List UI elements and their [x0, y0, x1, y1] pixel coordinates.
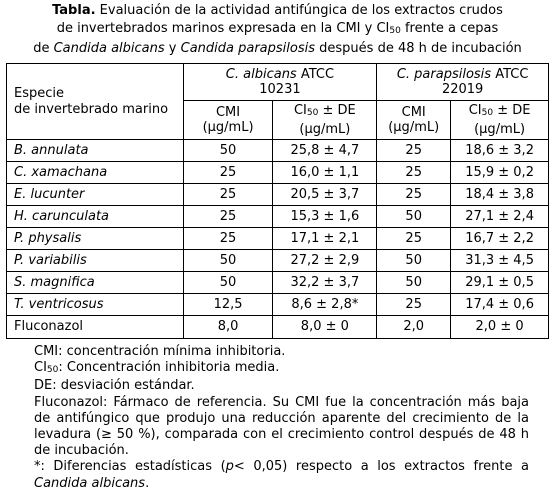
table-row-reference [7, 316, 549, 339]
ci-cell: 8,6 ± 2,8* [273, 294, 377, 316]
ci-label-2: CI [468, 103, 482, 118]
table-row [7, 140, 549, 162]
ci-cell: 16,7 ± 2,2 [451, 228, 549, 250]
cmi-unit-1: (μg/mL) [202, 120, 254, 135]
cmi-cell: 25 [183, 206, 273, 228]
caption-line-1 [0, 2, 555, 20]
ci-sub-1: 50 [306, 108, 319, 118]
note-fluconazol: Fluconazol: Fármaco de referencia. Su CMI fue la concentración más baja de antifúngico que produjo una reducción aparente del crecimiento de la levadura (≥ 50 %), comparada con el crecimiento control después de 48 h de incubación. [34, 394, 529, 459]
ci-cell: 27,1 ± 2,4 [451, 206, 549, 228]
ci-label-1: CI [293, 103, 307, 118]
table-caption [0, 2, 555, 58]
cmi-cell: 2,0 [377, 316, 451, 339]
ci-cell: 16,0 ± 1,1 [273, 162, 377, 184]
ci-cell: 8,0 ± 0 [273, 316, 377, 339]
table-row [7, 162, 549, 184]
table-row [7, 250, 549, 272]
note-star-p: p [225, 459, 234, 475]
caption-line-2 [0, 20, 555, 41]
species-header-line-1: Especie [14, 86, 64, 101]
note-star-species: Candida albicans [34, 475, 146, 491]
ci-cell: 32,2 ± 3,7 [273, 272, 377, 294]
cmi-unit-2: (μg/mL) [388, 120, 440, 135]
strain2-atcc: ATCC [491, 66, 529, 82]
note-star-end: . [145, 475, 150, 491]
note-ci [34, 360, 529, 378]
caption-text-3-mid: y [164, 41, 181, 56]
cmi-cell: 25 [377, 140, 451, 162]
strain2-name: C. parapsilosis [396, 66, 492, 82]
strain2-code: 22019 [441, 82, 484, 97]
ci-cell: 20,5 ± 3,7 [273, 184, 377, 206]
species-cell: H. carunculata [7, 206, 184, 228]
cmi-header-2 [377, 101, 451, 140]
caption-species-2: Candida parapsilosis [180, 41, 316, 56]
caption-text-3-pre: de [33, 41, 54, 56]
caption-label: Tabla. [52, 3, 96, 18]
strain1-atcc: ATCC [296, 66, 335, 82]
species-cell: C. xamachana [7, 162, 184, 184]
cmi-cell: 50 [183, 250, 273, 272]
species-cell: S. magnifica [7, 272, 184, 294]
ci-tail-2: ± DE [493, 103, 531, 118]
ci-cell: 2,0 ± 0 [451, 316, 549, 339]
ci-header-2 [451, 101, 549, 140]
note-star-mid: < 0,05) respecto a los extractos frente a [233, 459, 529, 475]
cmi-cell: 25 [183, 162, 273, 184]
cmi-cell: 25 [377, 228, 451, 250]
cmi-cell: 8,0 [183, 316, 273, 339]
note-ci-sub: 50 [46, 365, 59, 376]
species-cell: P. physalis [7, 228, 184, 250]
note-cmi: CMI: concentración mínima inhibitoria. [34, 344, 286, 359]
table-row [7, 294, 549, 316]
strain-header-parapsilosis [377, 64, 549, 101]
strain1-code: 10231 [259, 82, 301, 97]
ci-cell: 15,3 ± 1,6 [273, 206, 377, 228]
cmi-cell: 25 [377, 294, 451, 316]
cmi-cell: 50 [183, 272, 273, 294]
note-de: DE: desviación estándar. [34, 378, 195, 394]
ci-unit-2: (μg/mL) [474, 121, 526, 137]
caption-sub: 50 [389, 25, 401, 36]
cmi-cell: 25 [183, 228, 273, 250]
caption-species-1: Candida albicans [53, 41, 165, 56]
ci-cell: 17,1 ± 2,1 [273, 228, 377, 250]
ci-cell: 18,4 ± 3,8 [451, 184, 549, 206]
table-row [7, 184, 549, 206]
header-row-1 [7, 64, 549, 101]
species-cell: E. lucunter [7, 184, 184, 206]
note-ci-text: : Concentración inhibitoria media. [58, 360, 280, 376]
ci-cell: 29,1 ± 0,5 [451, 272, 549, 294]
cmi-cell: 25 [377, 162, 451, 184]
ci-cell: 18,6 ± 3,2 [451, 140, 549, 162]
caption-text-3-tail: después de 48 h de incubación [315, 41, 522, 56]
cmi-cell: 12,5 [183, 294, 273, 316]
ci-sub-2: 50 [481, 108, 494, 118]
note-ci-label: CI [34, 360, 47, 376]
caption-text-1: Evaluación de la actividad antifúngica de los extractos crudos [95, 3, 503, 18]
caption-line-3 [0, 40, 555, 58]
species-cell: P. variabilis [7, 250, 184, 272]
species-header [7, 64, 184, 140]
note-star-pre: *: Diferencias estadísticas ( [34, 459, 226, 475]
table-row [7, 272, 549, 294]
ci-tail-1: ± DE [318, 103, 356, 118]
ci-cell: 17,4 ± 0,6 [451, 294, 549, 316]
cmi-cell: 50 [377, 206, 451, 228]
cmi-cell: 50 [377, 250, 451, 272]
note-significance [34, 459, 529, 491]
ci-cell: 25,8 ± 4,7 [273, 140, 377, 162]
strain-header-albicans [183, 64, 377, 101]
caption-text-2-tail: frente a cepas [400, 20, 499, 36]
results-table [6, 63, 549, 339]
species-cell: B. annulata [7, 140, 184, 162]
cmi-cell: 50 [183, 140, 273, 162]
cmi-cell: 50 [377, 272, 451, 294]
species-cell: T. ventricosus [7, 294, 184, 316]
table-row [7, 206, 549, 228]
ci-cell: 27,2 ± 2,9 [273, 250, 377, 272]
caption-text-2: de invertebrados marinos expresada en la CMI y CI [56, 20, 390, 36]
ci-cell: 31,3 ± 4,5 [451, 250, 549, 272]
table-footnotes [34, 344, 529, 492]
strain1-name: C. albicans [225, 66, 297, 82]
cmi-label-2: CMI [401, 104, 426, 120]
ci-unit-1: (μg/mL) [299, 121, 351, 137]
species-header-line-2: de invertebrado marino [14, 101, 169, 117]
cmi-header-1 [183, 101, 273, 140]
species-cell: Fluconazol [7, 316, 184, 339]
cmi-cell: 25 [377, 184, 451, 206]
ci-cell: 15,9 ± 0,2 [451, 162, 549, 184]
cmi-cell: 25 [183, 184, 273, 206]
cmi-label-1: CMI [215, 104, 241, 120]
ci-header-1 [273, 101, 377, 140]
table-row [7, 228, 549, 250]
